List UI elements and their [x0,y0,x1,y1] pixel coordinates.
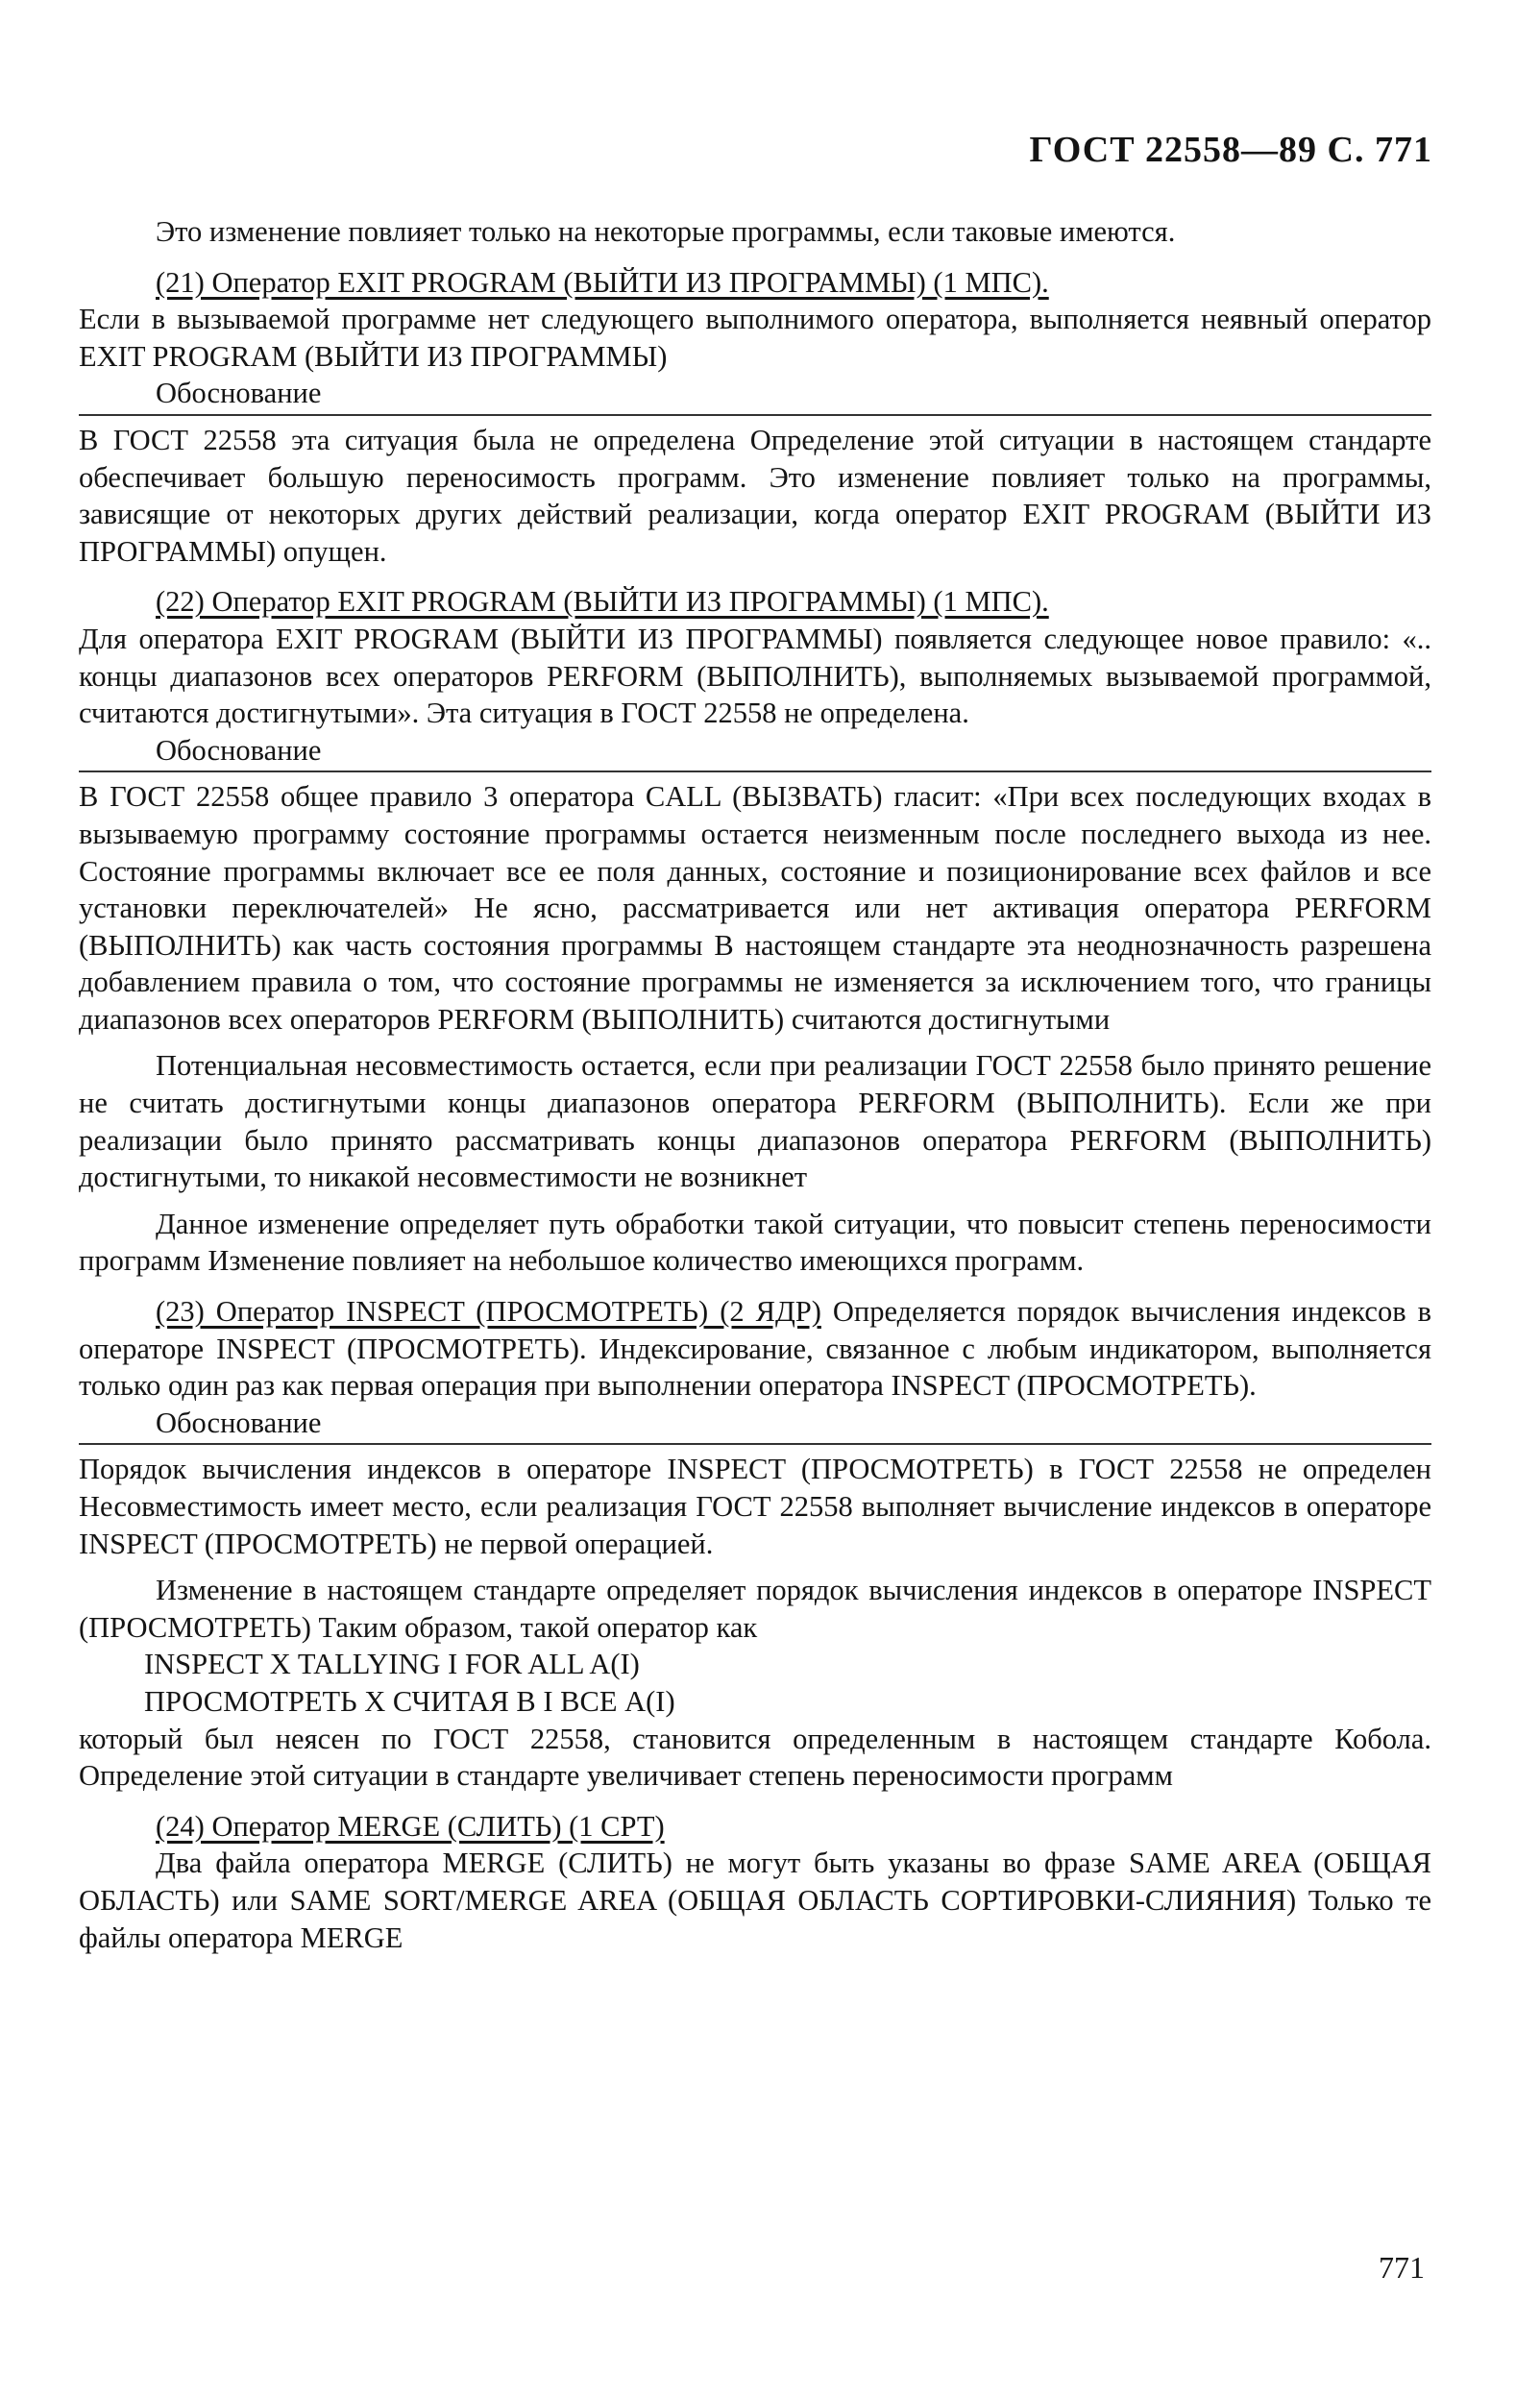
item-21-label [79,375,1431,412]
divider-rule [79,770,1431,772]
item-24-heading [79,1808,1431,1846]
item-23-title: (23) Оператор INSPECT (ПРОСМОТРЕТЬ) (2 ЯДР) [156,1295,821,1329]
item-22-compatibility: Потенциальная несовместимость остается, если при реализации ГОСТ 22558 было принято решение не считать достигнутыми концы диапазонов оператора PERFORM (ВЫПОЛНИТЬ). Если же при реализации было принято рассматривать концы диапазонов оператора PERFORM (ВЫПОЛНИТЬ) достигнутыми, то никакой несовместимости не возникнет [79,1049,1431,1194]
rationale-label: Обоснование [156,377,322,410]
page-number: 771 [1379,2250,1425,2285]
item-23-label [79,1405,1431,1442]
rationale-label: Обоснование [156,1406,322,1439]
item-22-rationale: В ГОСТ 22558 общее правило 3 оператора CALL (ВЫЗВАТЬ) гласит: «При всех последующих входах в вызываемую программу состояние программы остается неизменным после последнего выхода из нее. Состояние программы включает все ее поля данных, состояние и позиционирование всех файлов и все установки переключателей» Не ясно, рассматривается или нет активация оператора PERFORM (ВЫПОЛНИТЬ) как часть состояния программы В настоящем стандарте эта неоднозначность разрешена добавлением правила о том, что состояние программы не изменяется за исключением того, что границы диапазонов всех операторов PERFORM (ВЫПОЛНИТЬ) считаются достигнутыми [79,780,1431,1036]
item-23-text: Определяется порядок вычисления индексов в операторе INSPECT (ПРОСМОТРЕТЬ). Индексирование, связанное с любым индикатором, выполняется только один раз как первая операция при выполнении оператора INSPECT (ПРОСМОТРЕТЬ). [79,1295,1432,1403]
item-22-heading [79,583,1431,621]
rationale-label: Обоснование [156,733,322,767]
divider-rule [79,414,1431,416]
item-23-change: Изменение в настоящем стандарте определяет порядок вычисления индексов в операторе INSPECT (ПРОСМОТРЕТЬ) Таким образом, такой оператор как [79,1574,1431,1644]
item-22-label [79,732,1431,770]
code-line-english: INSPECT X TALLYING I FOR ALL A(I) [144,1648,640,1681]
divider-rule [79,1443,1431,1445]
page-body [79,213,1431,1956]
code-line-russian: ПРОСМОТРЕТЬ X СЧИТАЯ В I ВСЕ A(I) [144,1684,675,1718]
item-23-heading [79,1293,1431,1405]
item-24-title: (24) Оператор MERGE (СЛИТЬ) (1 СРТ) [156,1809,665,1843]
item-21-title: (21) Оператор EXIT PROGRAM (ВЫЙТИ ИЗ ПРОГРАММЫ) (1 МПС). [156,265,1049,299]
item-21-heading [79,264,1431,302]
item-24-text: Два файла оператора MERGE (СЛИТЬ) не могут быть указаны во фразе SAME AREA (ОБЩАЯ ОБЛАСТЬ) или SAME SORT/MERGE AREA (ОБЩАЯ ОБЛАСТЬ СОРТИРОВКИ-СЛИЯНИЯ) Только те файлы оператора MERGE [79,1847,1431,1954]
paragraph-intro: Это изменение повлияет только на некоторые программы, если таковые имеются. [156,215,1176,248]
item-22-title: (22) Оператор EXIT PROGRAM (ВЫЙТИ ИЗ ПРОГРАММЫ) (1 МПС). [156,585,1049,619]
item-22-text: Для оператора EXIT PROGRAM (ВЫЙТИ ИЗ ПРОГРАММЫ) появляется следующее новое правило: «.. концы диапазонов всех операторов PERFORM (ВЫПОЛНИТЬ), выполняемых вызываемой программой, считаются достигнутыми». Эта ситуация в ГОСТ 22558 не определена. [79,622,1431,730]
item-21-text: Если в вызываемой программе нет следующего выполнимого оператора, выполняется неявный оператор EXIT PROGRAM (ВЫЙТИ ИЗ ПРОГРАММЫ) [79,303,1431,373]
running-header: ГОСТ 22558—89 С. 771 [1029,130,1432,170]
item-23-after: который был неясен по ГОСТ 22558, становится определенным в настоящем стандарте Кобола. Определение этой ситуации в стандарте увеличивает степень переносимости программ [79,1722,1431,1793]
item-22-effect: Данное изменение определяет путь обработки такой ситуации, что повысит степень переносимости программ Изменение повлияет на небольшое количество имеющихся программ. [79,1207,1431,1278]
item-23-rationale: Порядок вычисления индексов в операторе INSPECT (ПРОСМОТРЕТЬ) в ГОСТ 22558 не определен Несовместимость имеет место, если реализация ГОСТ 22558 выполняет вычисление индексов в операторе INSPECT (ПРОСМОТРЕТЬ) не первой операцией. [79,1453,1431,1560]
item-21-rationale: В ГОСТ 22558 эта ситуация была не определена Определение этой ситуации в настоящем стандарте обеспечивает большую переносимость программ. Это изменение повлияет только на программы, зависящие от некоторых других действий реализации, когда оператор EXIT PROGRAM (ВЫЙТИ ИЗ ПРОГРАММЫ) опущен. [79,423,1431,568]
